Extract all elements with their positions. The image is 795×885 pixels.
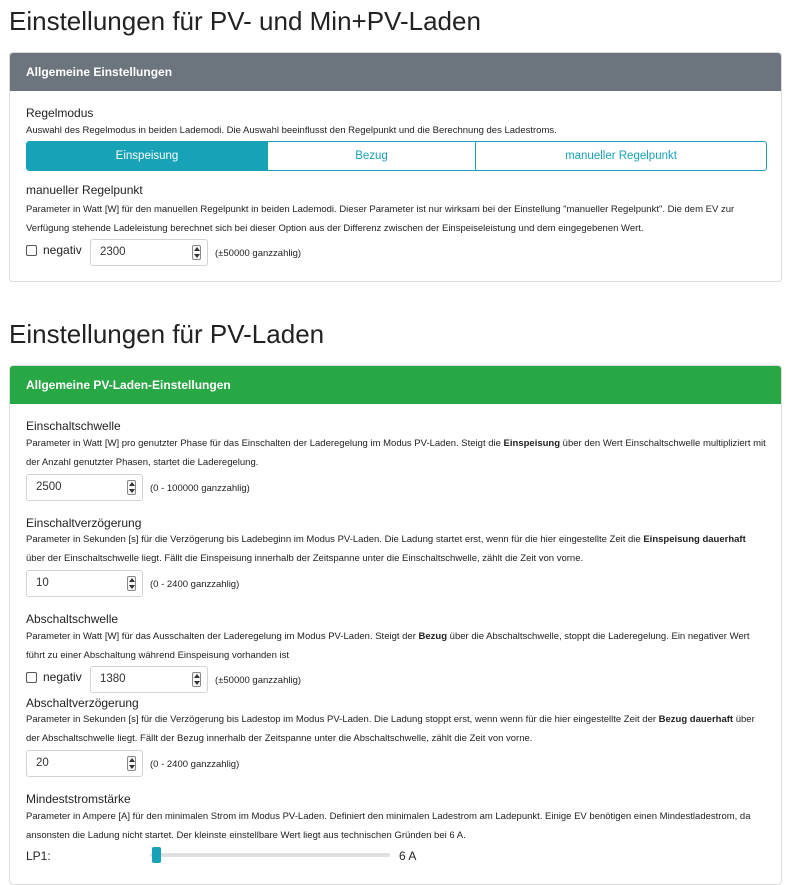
abschaltschwelle-input[interactable] <box>90 666 208 693</box>
abschaltverzoegerung-input[interactable] <box>26 750 143 777</box>
page-title-pv-laden: Einstellungen für PV-Laden <box>9 319 325 349</box>
regelpunkt-input[interactable] <box>90 239 208 266</box>
regelmodus-label: Regelmodus <box>26 106 94 120</box>
regelmodus-selector <box>26 141 767 171</box>
regelpunkt-value: 2300 <box>100 246 126 258</box>
regelpunkt-hint: (±50000 ganzzahlig) <box>215 248 302 259</box>
abschaltschwelle-hint: (±50000 ganzzahlig) <box>215 675 302 686</box>
abschaltschwelle-negativ-label: negativ <box>43 670 82 684</box>
card-header-general: Allgemeine Einstellungen <box>10 53 781 91</box>
card-general-settings <box>9 52 782 282</box>
mindeststromstaerke-label: Mindeststromstärke <box>26 792 131 806</box>
regelmodus-bezug-button[interactable]: Bezug <box>268 142 476 170</box>
lp1-value: 6 A <box>399 849 417 863</box>
card-pv-laden-settings <box>9 365 782 885</box>
card-header-pv-laden: Allgemeine PV-Laden-Einstellungen <box>10 366 781 404</box>
spinner-icon[interactable] <box>127 756 136 771</box>
einschaltverzoegerung-input[interactable] <box>26 570 143 597</box>
abschaltschwelle-value: 1380 <box>100 673 126 685</box>
einschaltschwelle-desc: Parameter in Watt [W] pro genutzter Phase für das Einschalten der Laderegelung im Modus PV-Laden. Steigt die Einspeisung über den Wert Einschaltschwelle multipliziert mit der Anzahl genutzter Phasen, startet die Laderegelung. <box>26 438 766 468</box>
abschaltverzoegerung-value: 20 <box>36 757 49 769</box>
spinner-icon[interactable] <box>127 480 136 495</box>
einschaltschwelle-input[interactable] <box>26 474 143 501</box>
page-title-pv-min-pv: Einstellungen für PV- und Min+PV-Laden <box>9 6 481 36</box>
einschaltverzoegerung-label: Einschaltverzögerung <box>26 516 142 530</box>
lp1-slider-handle[interactable] <box>152 847 161 863</box>
regelmodus-einspeisung-button[interactable]: Einspeisung <box>27 142 268 170</box>
abschaltverzoegerung-label: Abschaltverzögerung <box>26 696 139 710</box>
abschaltschwelle-negativ-checkbox[interactable] <box>26 672 37 683</box>
mindeststromstaerke-desc: Parameter in Ampere [A] für den minimalen Strom im Modus PV-Laden. Definiert den minimalen Ladestrom am Ladepunkt. Einige EV benötigen einen Mindestladestrom, da ansonsten die Ladung nicht startet. Der kleinste einstellbare Wert liegt aus technischen Gründen bei 6 A. <box>26 811 751 841</box>
regelpunkt-negativ-checkbox[interactable] <box>26 245 37 256</box>
einschaltschwelle-value: 2500 <box>36 481 62 493</box>
spinner-icon[interactable] <box>192 245 201 260</box>
einschaltschwelle-hint: (0 - 100000 ganzzahlig) <box>150 483 250 494</box>
spinner-icon[interactable] <box>127 576 136 591</box>
regelpunkt-negativ-label: negativ <box>43 243 82 257</box>
lp1-slider-track[interactable] <box>150 853 390 857</box>
manueller-regelpunkt-label: manueller Regelpunkt <box>26 183 143 197</box>
regelmodus-manuell-button[interactable]: manueller Regelpunkt <box>565 150 677 162</box>
abschaltschwelle-label: Abschaltschwelle <box>26 612 119 626</box>
regelmodus-desc: Auswahl des Regelmodus in beiden Lademodi. Die Auswahl beeinflusst den Regelpunkt und die Berechnung des Ladestroms. <box>26 125 557 136</box>
einschaltverzoegerung-hint: (0 - 2400 ganzzahlig) <box>150 579 240 590</box>
einschaltverzoegerung-value: 10 <box>36 577 49 589</box>
spinner-icon[interactable] <box>192 672 201 687</box>
manueller-regelpunkt-desc: Parameter in Watt [W] für den manuellen Regelpunkt in beiden Lademodi. Dieser Parameter ist nur wirksam bei der Einstellung "manueller Regelpunkt". Die dem EV zur Verfügung stehende Ladeleistung berechnet sich bei dieser Option aus der Differenz zwischen der Einspeiseleistung und dem eingegebenen Wert. <box>26 204 735 234</box>
lp1-label: LP1: <box>26 849 51 863</box>
abschaltverzoegerung-desc: Parameter in Sekunden [s] für die Verzögerung bis Ladestop im Modus PV-Laden. Die Ladung stoppt erst, wenn wenn für die hier eingestellte Zeit der Bezug dauerhaft über der Abschaltschwelle liegt. Fällt der Bezug innerhalb der Zeitspanne unter die Abschaltschwelle, zählt die Zeit von vorne. <box>26 714 755 744</box>
einschaltverzoegerung-desc: Parameter in Sekunden [s] für die Verzögerung bis Ladebeginn im Modus PV-Laden. Die Ladung startet erst, wenn für die hier eingestellte Zeit die Einspeisung dauerhaft über der Einschaltschwelle liegt. Fällt die Einspeisung innerhalb der Zeitspanne unter die Einschaltschwelle, zählt die Zeit von vorne. <box>26 534 746 564</box>
einschaltschwelle-label: Einschaltschwelle <box>26 419 121 433</box>
abschaltverzoegerung-hint: (0 - 2400 ganzzahlig) <box>150 759 240 770</box>
abschaltschwelle-desc: Parameter in Watt [W] für das Ausschalten der Laderegelung im Modus PV-Laden. Steigt der Bezug über die Abschaltschwelle, stoppt die Laderegelung. Ein negativer Wert führt zu einer Abschaltung während Einspeisung vorhanden ist <box>26 631 750 661</box>
